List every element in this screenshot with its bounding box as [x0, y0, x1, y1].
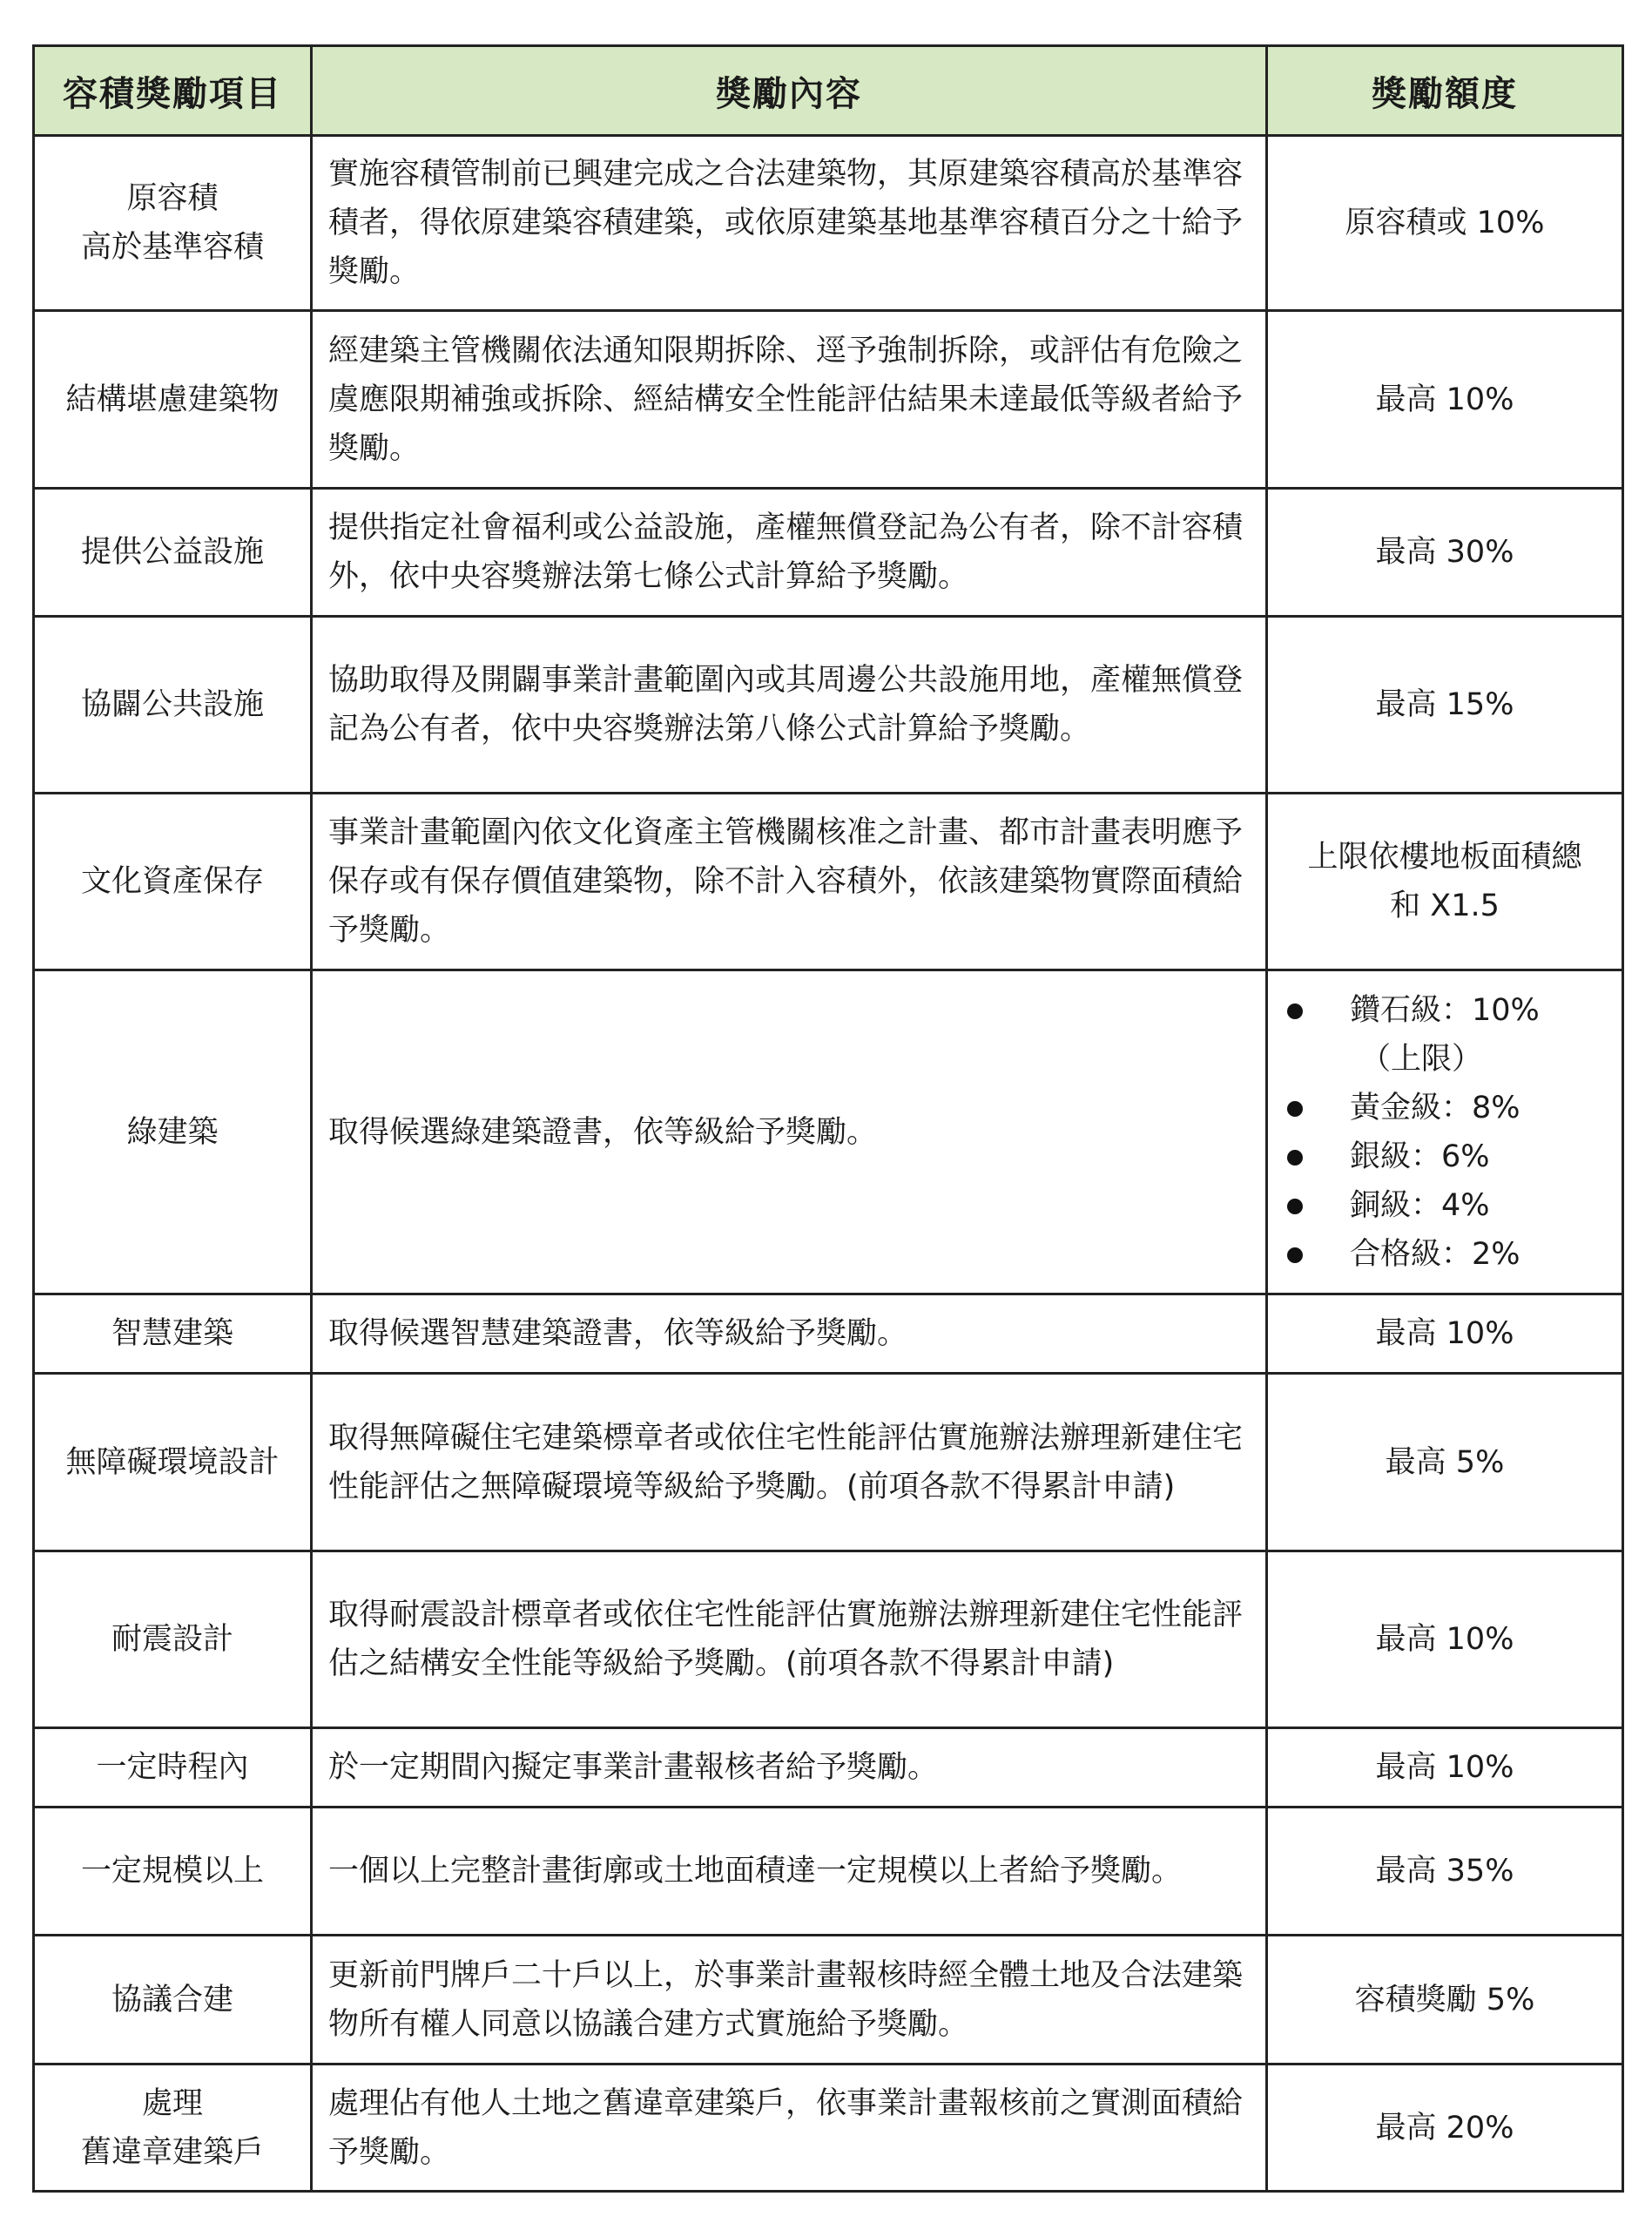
reward-content-cell — [312, 1294, 1267, 1374]
reward-amount-text: 最高 5% — [1385, 1444, 1505, 1480]
reward-amount-text: 最高 10% — [1375, 1316, 1514, 1351]
reward-item-cell — [34, 311, 312, 489]
reward-content-cell — [312, 1728, 1267, 1808]
bullet-icon — [1287, 1101, 1303, 1117]
reward-amount-cell — [1267, 617, 1623, 794]
reward-content-cell — [312, 1936, 1267, 2064]
reward-item-text: 一定規模以上 — [80, 1854, 264, 1889]
reward-amount-text: 上限依樓地板面積總 — [1307, 840, 1582, 875]
table-row — [34, 489, 1623, 617]
reward-amount-cell — [1267, 311, 1623, 489]
reward-amount-text: 最高 10% — [1375, 382, 1514, 417]
reward-item-cell — [34, 2064, 312, 2192]
reward-item-cell — [34, 1936, 312, 2064]
reward-content-text: 取得耐震設計標章者或依住宅性能評估實施辦法辦理新建住宅性能評估之結構安全性能等級給予獎勵。(前項各款不得累計申請) — [328, 1598, 1244, 1681]
reward-amount-cell — [1267, 1936, 1623, 2064]
table-row — [34, 1374, 1623, 1551]
reward-amount-text: 最高 20% — [1375, 2110, 1514, 2146]
level-label: 銀級：6% — [1350, 1139, 1490, 1174]
reward-amount-cell — [1267, 1374, 1623, 1551]
floor-area-reward-table — [32, 44, 1624, 2193]
reward-item-text: 原容積 — [126, 181, 219, 216]
level-note: （上限） — [1360, 1041, 1483, 1077]
reward-item-text: 舊違章建築戶 — [80, 2134, 264, 2170]
reward-amount-text: 最高 15% — [1375, 687, 1514, 722]
header-item: 容積獎勵項目 — [34, 46, 312, 136]
bullet-icon — [1287, 1199, 1303, 1214]
reward-content-cell — [312, 136, 1267, 311]
level-list-item — [1268, 1132, 1622, 1181]
reward-item-cell — [34, 1374, 312, 1551]
reward-amount-cell — [1267, 970, 1623, 1294]
level-list-item — [1268, 1181, 1622, 1230]
reward-content-text: 協助取得及開闢事業計畫範圍內或其周邊公共設施用地，產權無償登記為公有者，依中央容獎辦法第八條公式計算給予獎勵。 — [328, 663, 1244, 747]
reward-item-text: 綠建築 — [126, 1114, 219, 1150]
reward-item-text: 協議合建 — [111, 1982, 233, 2017]
reward-content-text: 處理佔有他人土地之舊違章建築戶，依事業計畫報核前之實測面積給予獎勵。 — [328, 2085, 1244, 2170]
reward-content-cell — [312, 794, 1267, 970]
reward-amount-text: 最高 10% — [1375, 1750, 1514, 1785]
reward-amount-cell — [1267, 1294, 1623, 1374]
table-row — [34, 2064, 1623, 2192]
reward-amount-cell — [1267, 489, 1623, 617]
bullet-icon — [1287, 1004, 1303, 1019]
reward-content-text: 取得候選智慧建築證書，依等級給予獎勵。 — [328, 1316, 908, 1351]
table-body — [34, 136, 1623, 2192]
reward-item-text: 處理 — [141, 2085, 203, 2121]
table-header-row — [34, 46, 1623, 136]
reward-content-cell — [312, 2064, 1267, 2192]
reward-content-text: 事業計畫範圍內依文化資產主管機關核准之計畫、都市計畫表明應予保存或有保存價值建築物，除不計入容積外，依該建築物實際面積給予獎勵。 — [328, 815, 1244, 948]
reward-content-text: 更新前門牌戶二十戶以上，於事業計畫報核時經全體土地及合法建築物所有權人同意以協議合建方式實施給予獎勵。 — [328, 1957, 1244, 2042]
reward-item-text: 無障礙環境設計 — [65, 1444, 280, 1480]
header-content: 獎勵內容 — [312, 46, 1267, 136]
reward-amount-cell — [1267, 2064, 1623, 2192]
header-amount: 獎勵額度 — [1267, 46, 1623, 136]
table-row — [34, 1294, 1623, 1374]
table-row — [34, 1808, 1623, 1936]
table-row — [34, 1551, 1623, 1728]
reward-item-text: 耐震設計 — [111, 1622, 233, 1657]
bullet-icon — [1287, 1150, 1303, 1166]
reward-amount-cell — [1267, 1728, 1623, 1808]
green-building-level-list — [1268, 977, 1622, 1287]
level-list-item — [1268, 1084, 1622, 1132]
reward-item-text: 結構堪慮建築物 — [65, 382, 280, 417]
reward-content-text: 經建築主管機關依法通知限期拆除、逕予強制拆除，或評估有危險之虞應限期補強或拆除、經結構安全性能評估結果未達最低等級者給予獎勵。 — [328, 333, 1244, 466]
reward-content-cell — [312, 489, 1267, 617]
table-row — [34, 970, 1623, 1294]
reward-content-cell — [312, 970, 1267, 1294]
reward-amount-cell — [1267, 794, 1623, 970]
reward-content-cell — [312, 1808, 1267, 1936]
reward-amount-text: 原容積或 10% — [1345, 206, 1545, 240]
reward-content-cell — [312, 311, 1267, 489]
level-list-item — [1268, 1230, 1622, 1279]
reward-amount-text: 最高 10% — [1375, 1622, 1514, 1657]
reward-amount-cell — [1267, 1808, 1623, 1936]
reward-item-text: 提供公益設施 — [80, 535, 264, 570]
reward-amount-text: 最高 35% — [1375, 1854, 1514, 1889]
reward-amount-cell — [1267, 136, 1623, 311]
level-label: 銅級：4% — [1350, 1187, 1490, 1223]
table-row — [34, 1936, 1623, 2064]
reward-item-text: 智慧建築 — [111, 1316, 233, 1351]
reward-content-text: 提供指定社會福利或公益設施，產權無償登記為公有者，除不計容積外，依中央容獎辦法第七條公式計算給予獎勵。 — [328, 510, 1244, 594]
reward-content-text: 於一定期間內擬定事業計畫報核者給予獎勵。 — [328, 1750, 939, 1785]
table-row — [34, 617, 1623, 794]
table-row — [34, 794, 1623, 970]
reward-item-cell — [34, 1808, 312, 1936]
reward-item-text: 一定時程內 — [96, 1750, 249, 1785]
table-row — [34, 136, 1623, 311]
reward-content-text: 一個以上完整計畫街廓或土地面積達一定規模以上者給予獎勵。 — [328, 1854, 1183, 1889]
reward-amount-text: 最高 30% — [1375, 535, 1514, 570]
reward-item-cell — [34, 489, 312, 617]
reward-content-cell — [312, 1374, 1267, 1551]
reward-content-cell — [312, 1551, 1267, 1728]
reward-item-cell — [34, 1294, 312, 1374]
table-row — [34, 311, 1623, 489]
level-label: 黃金級：8% — [1350, 1090, 1521, 1125]
level-label: 合格級：2% — [1350, 1236, 1521, 1272]
reward-item-text: 高於基準容積 — [80, 230, 264, 265]
reward-table-container — [32, 44, 1622, 2193]
reward-item-cell — [34, 617, 312, 794]
table-row — [34, 1728, 1623, 1808]
reward-amount-text: 和 X1.5 — [1390, 889, 1500, 923]
reward-amount-cell — [1267, 1551, 1623, 1728]
reward-item-cell — [34, 1728, 312, 1808]
level-label: 鑽石級：10% — [1350, 992, 1540, 1028]
reward-content-cell — [312, 617, 1267, 794]
reward-item-cell — [34, 794, 312, 970]
reward-item-cell — [34, 1551, 312, 1728]
level-list-item — [1268, 986, 1622, 1084]
reward-item-cell — [34, 970, 312, 1294]
bullet-icon — [1287, 1247, 1303, 1263]
reward-content-text: 取得無障礙住宅建築標章者或依住宅性能評估實施辦法辦理新建住宅性能評估之無障礙環境等級給予獎勵。(前項各款不得累計申請) — [328, 1420, 1244, 1504]
reward-item-text: 協闢公共設施 — [80, 687, 264, 722]
reward-content-text: 實施容積管制前已興建完成之合法建築物，其原建築容積高於基準容積者，得依原建築容積建築，或依原建築基地基準容積百分之十給予獎勵。 — [328, 157, 1244, 289]
reward-item-cell — [34, 136, 312, 311]
reward-amount-text: 容積獎勵 5% — [1354, 1982, 1535, 2017]
reward-item-text: 文化資產保存 — [80, 864, 264, 899]
reward-content-text: 取得候選綠建築證書，依等級給予獎勵。 — [328, 1114, 878, 1150]
